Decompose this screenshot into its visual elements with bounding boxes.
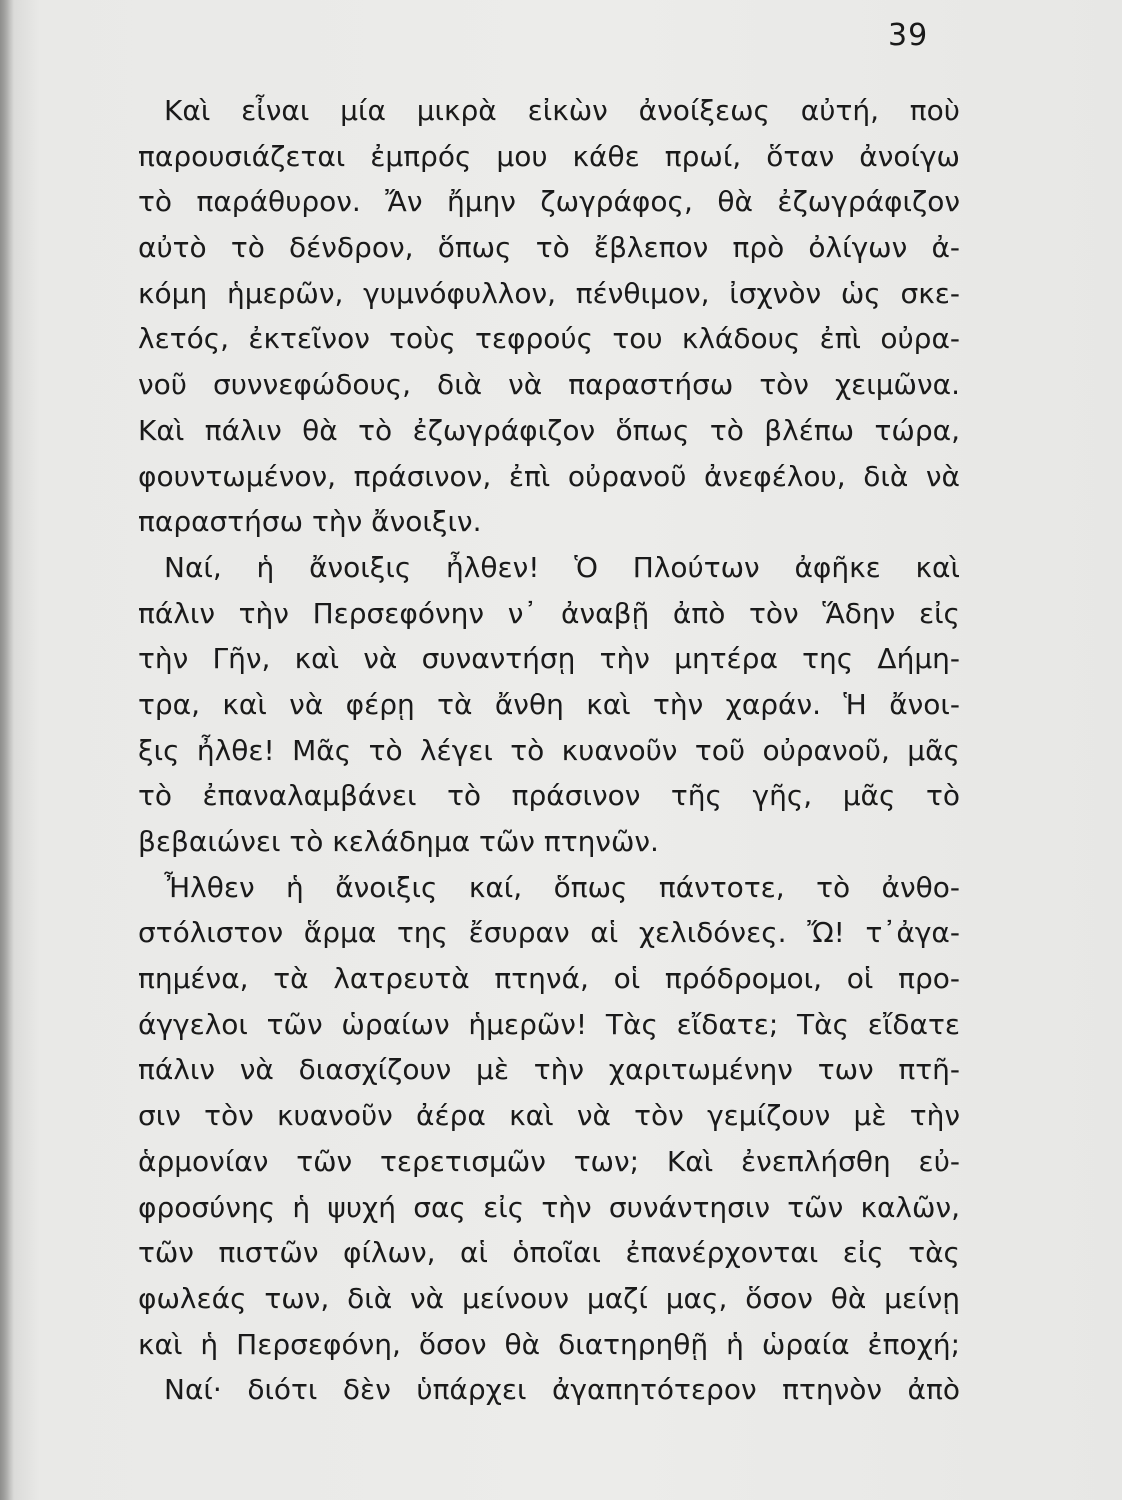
page-number: 39 bbox=[888, 18, 929, 53]
text-line: Ναί, ἡ ἄνοιξις ἦλθεν! Ὁ Πλούτων ἀφῆκε καὶ bbox=[164, 550, 960, 584]
text-line: κόμη ἡμερῶν, γυμνόφυλλον, πένθιμον, ἰσχνὸν ὡς σκε- bbox=[138, 276, 960, 310]
text-line: φουντωμένον, πράσινον, ἐπὶ οὐρανοῦ ἀνεφέλου, διὰ νὰ bbox=[138, 459, 960, 493]
text-line: πημένα, τὰ λατρευτὰ πτηνά, οἱ πρόδρομοι, οἱ προ- bbox=[138, 962, 960, 996]
text-line: Καὶ πάλιν θὰ τὸ ἐζωγράφιζον ὅπως τὸ βλέπω τώρα, bbox=[138, 413, 960, 447]
text-line: Ἦλθεν ἡ ἄνοιξις καί, ὅπως πάντοτε, τὸ ἀνθο- bbox=[164, 870, 960, 904]
text-line: άγγελοι τῶν ὡραίων ἡμερῶν! Τὰς εἴδατε; Τὰς εἴδατε bbox=[138, 1007, 960, 1041]
text-line: βεβαιώνει τὸ κελάδημα τῶν πτηνῶν. bbox=[138, 825, 659, 858]
text-line: πάλιν νὰ διασχίζουν μὲ τὴν χαριτωμένην των πτῆ- bbox=[138, 1053, 960, 1087]
text-line: καὶ ἡ Περσεφόνη, ὅσον θὰ διατηρηθῇ ἡ ὡραία ἐποχή; bbox=[138, 1327, 960, 1361]
text-line: Ναί· διότι δὲν ὑπάρχει ἀγαπητότερον πτηνὸν ἀπὸ bbox=[164, 1373, 960, 1407]
text-line: πάλιν τὴν Περσεφόνην ν᾽ ἀναβῇ ἀπὸ τὸν Ἅδην εἰς bbox=[138, 596, 960, 630]
text-line: παραστήσω τὴν ἄνοιξιν. bbox=[138, 505, 482, 539]
text-line: ἁρμονίαν τῶν τερετισμῶν των; Καὶ ἐνεπλήσθη εὐ- bbox=[138, 1144, 960, 1178]
text-line: αὐτὸ τὸ δένδρον, ὅπως τὸ ἔβλεπον πρὸ ὀλίγων ἀ- bbox=[138, 231, 960, 265]
spine-shadow bbox=[0, 0, 14, 1500]
text-line: τὸ ἐπαναλαμβάνει τὸ πράσινον τῆς γῆς, μᾶς τὸ bbox=[138, 779, 960, 813]
text-line: Καὶ εἶναι μία μικρὰ εἰκὼν ἀνοίξεως αὐτή, ποὺ bbox=[164, 94, 960, 127]
text-line: σιν τὸν κυανοῦν ἀέρα καὶ νὰ τὸν γεμίζουν μὲ τὴν bbox=[138, 1099, 960, 1133]
text-line: φροσύνης ἡ ψυχή σας εἰς τὴν συνάντησιν τῶν καλῶν, bbox=[138, 1190, 960, 1224]
text-line: λετός, ἐκτεῖνον τοὺς τεφρούς του κλάδους ἐπὶ οὐρα- bbox=[138, 322, 960, 356]
text-line: στόλιστον ἅρμα της ἔσυραν αἱ χελιδόνες. Ὤ! τ᾽ἀγα- bbox=[138, 916, 960, 950]
text-line: φωλεάς των, διὰ νὰ μείνουν μαζί μας, ὅσον θὰ μείνῃ bbox=[138, 1281, 960, 1315]
text-line: παρουσιάζεται ἐμπρός μου κάθε πρωί, ὅταν ἀνοίγω bbox=[138, 139, 960, 173]
text-line: ξις ἦλθε! Μᾶς τὸ λέγει τὸ κυανοῦν τοῦ οὐρανοῦ, μᾶς bbox=[138, 733, 960, 767]
text-line: τῶν πιστῶν φίλων, αἱ ὁποῖαι ἐπανέρχονται εἰς τὰς bbox=[138, 1236, 960, 1270]
text-line: νοῦ συννεφώδους, διὰ νὰ παραστήσω τὸν χειμῶνα. bbox=[138, 368, 960, 402]
body-text bbox=[138, 88, 960, 1413]
text-line: τὸ παράθυρον. Ἄν ἤμην ζωγράφος, θὰ ἐζωγράφιζον bbox=[138, 185, 960, 219]
text-line: τρα, καὶ νὰ φέρῃ τὰ ἄνθη καὶ τὴν χαράν. Ἡ ἄνοι- bbox=[138, 687, 960, 721]
text-line: τὴν Γῆν, καὶ νὰ συναντήσῃ τὴν μητέρα της Δήμη- bbox=[138, 642, 960, 676]
